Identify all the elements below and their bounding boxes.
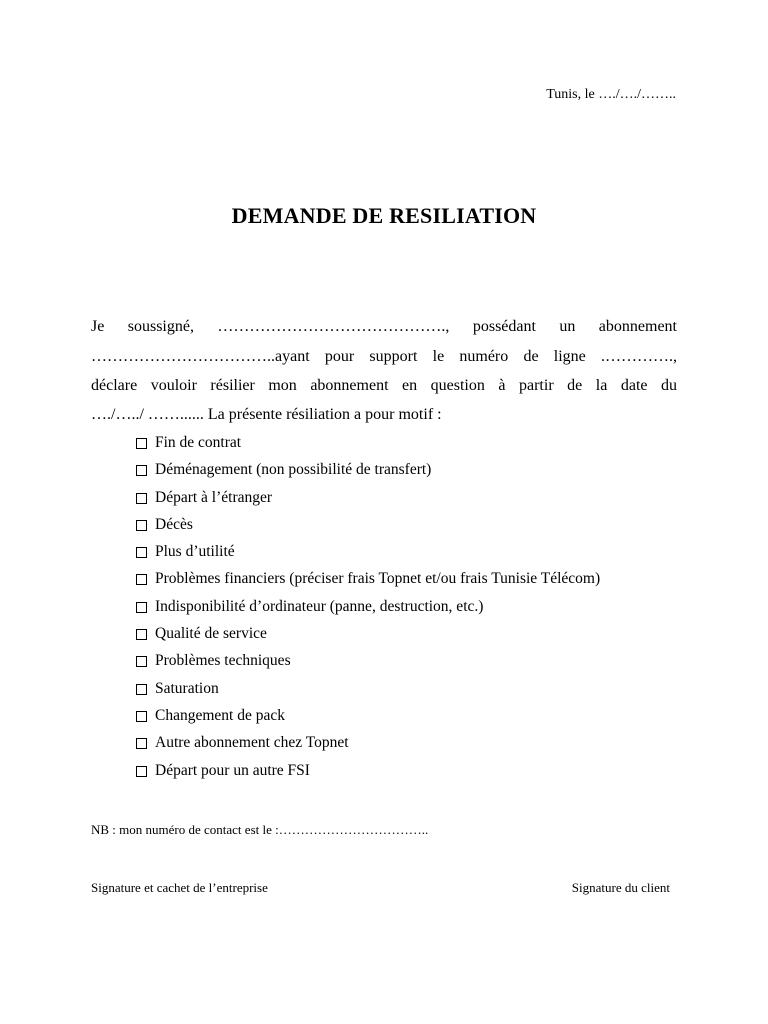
motif-label: Déménagement (non possibilité de transfert) — [155, 461, 432, 479]
motif-label: Qualité de service — [155, 625, 267, 643]
checkbox-icon[interactable] — [136, 438, 147, 449]
checkbox-icon[interactable] — [136, 684, 147, 695]
checkbox-icon[interactable] — [136, 520, 147, 531]
motif-item[interactable] — [136, 570, 600, 597]
motif-item[interactable] — [136, 625, 600, 652]
motif-item[interactable] — [136, 434, 600, 461]
motif-item[interactable] — [136, 461, 600, 488]
checkbox-icon[interactable] — [136, 493, 147, 504]
checkbox-icon[interactable] — [136, 766, 147, 777]
paragraph-line-4: …./…../ ……...... La présente résiliation a pour motif : — [91, 406, 442, 423]
checkbox-icon[interactable] — [136, 629, 147, 640]
motif-label: Changement de pack — [155, 706, 285, 724]
motif-item[interactable] — [136, 762, 600, 789]
checkbox-icon[interactable] — [136, 574, 147, 585]
motif-label: Indisponibilité d’ordinateur (panne, destruction, etc.) — [155, 597, 484, 615]
checkbox-icon[interactable] — [136, 711, 147, 722]
date-line: Tunis, le …./…./…….. — [546, 87, 676, 102]
checkbox-icon[interactable] — [136, 656, 147, 667]
signature-client-label: Signature du client — [571, 880, 670, 895]
paragraph-line-1: Je soussigné, ……………………………………., possédant un abonnement — [91, 318, 677, 335]
motif-item[interactable] — [136, 516, 600, 543]
checkbox-icon[interactable] — [136, 547, 147, 558]
checkbox-icon[interactable] — [136, 602, 147, 613]
motif-label: Problèmes financiers (préciser frais Topnet et/ou frais Tunisie Télécom) — [155, 570, 601, 588]
motif-item[interactable] — [136, 680, 600, 707]
motif-item[interactable] — [136, 598, 600, 625]
motif-item[interactable] — [136, 543, 600, 570]
paragraph-line-2: ……………………………..ayant pour support le numéro de ligne .…………., — [91, 348, 677, 365]
motif-label: Problèmes techniques — [155, 652, 291, 670]
motif-label: Plus d’utilité — [155, 543, 235, 561]
motif-item[interactable] — [136, 652, 600, 679]
signature-company-label: Signature et cachet de l’entreprise — [91, 880, 268, 895]
checkbox-icon[interactable] — [136, 465, 147, 476]
motif-checklist — [136, 434, 600, 789]
motif-label: Fin de contrat — [155, 434, 242, 451]
motif-item[interactable] — [136, 734, 600, 761]
document-title: DEMANDE DE RESILIATION — [231, 203, 537, 228]
contact-number-note: NB : mon numéro de contact est le :…………………………….. — [91, 822, 429, 837]
motif-label: Saturation — [155, 679, 219, 697]
paragraph-line-3: déclare vouloir résilier mon abonnement en question à partir de la date du — [91, 377, 677, 394]
motif-label: Décès — [155, 515, 193, 533]
checkbox-icon[interactable] — [136, 738, 147, 749]
motif-label: Départ à l’étranger — [155, 488, 273, 506]
motif-label: Départ pour un autre FSI — [155, 761, 310, 779]
motif-item[interactable] — [136, 707, 600, 734]
motif-label: Autre abonnement chez Topnet — [155, 734, 349, 752]
motif-item[interactable] — [136, 489, 600, 516]
